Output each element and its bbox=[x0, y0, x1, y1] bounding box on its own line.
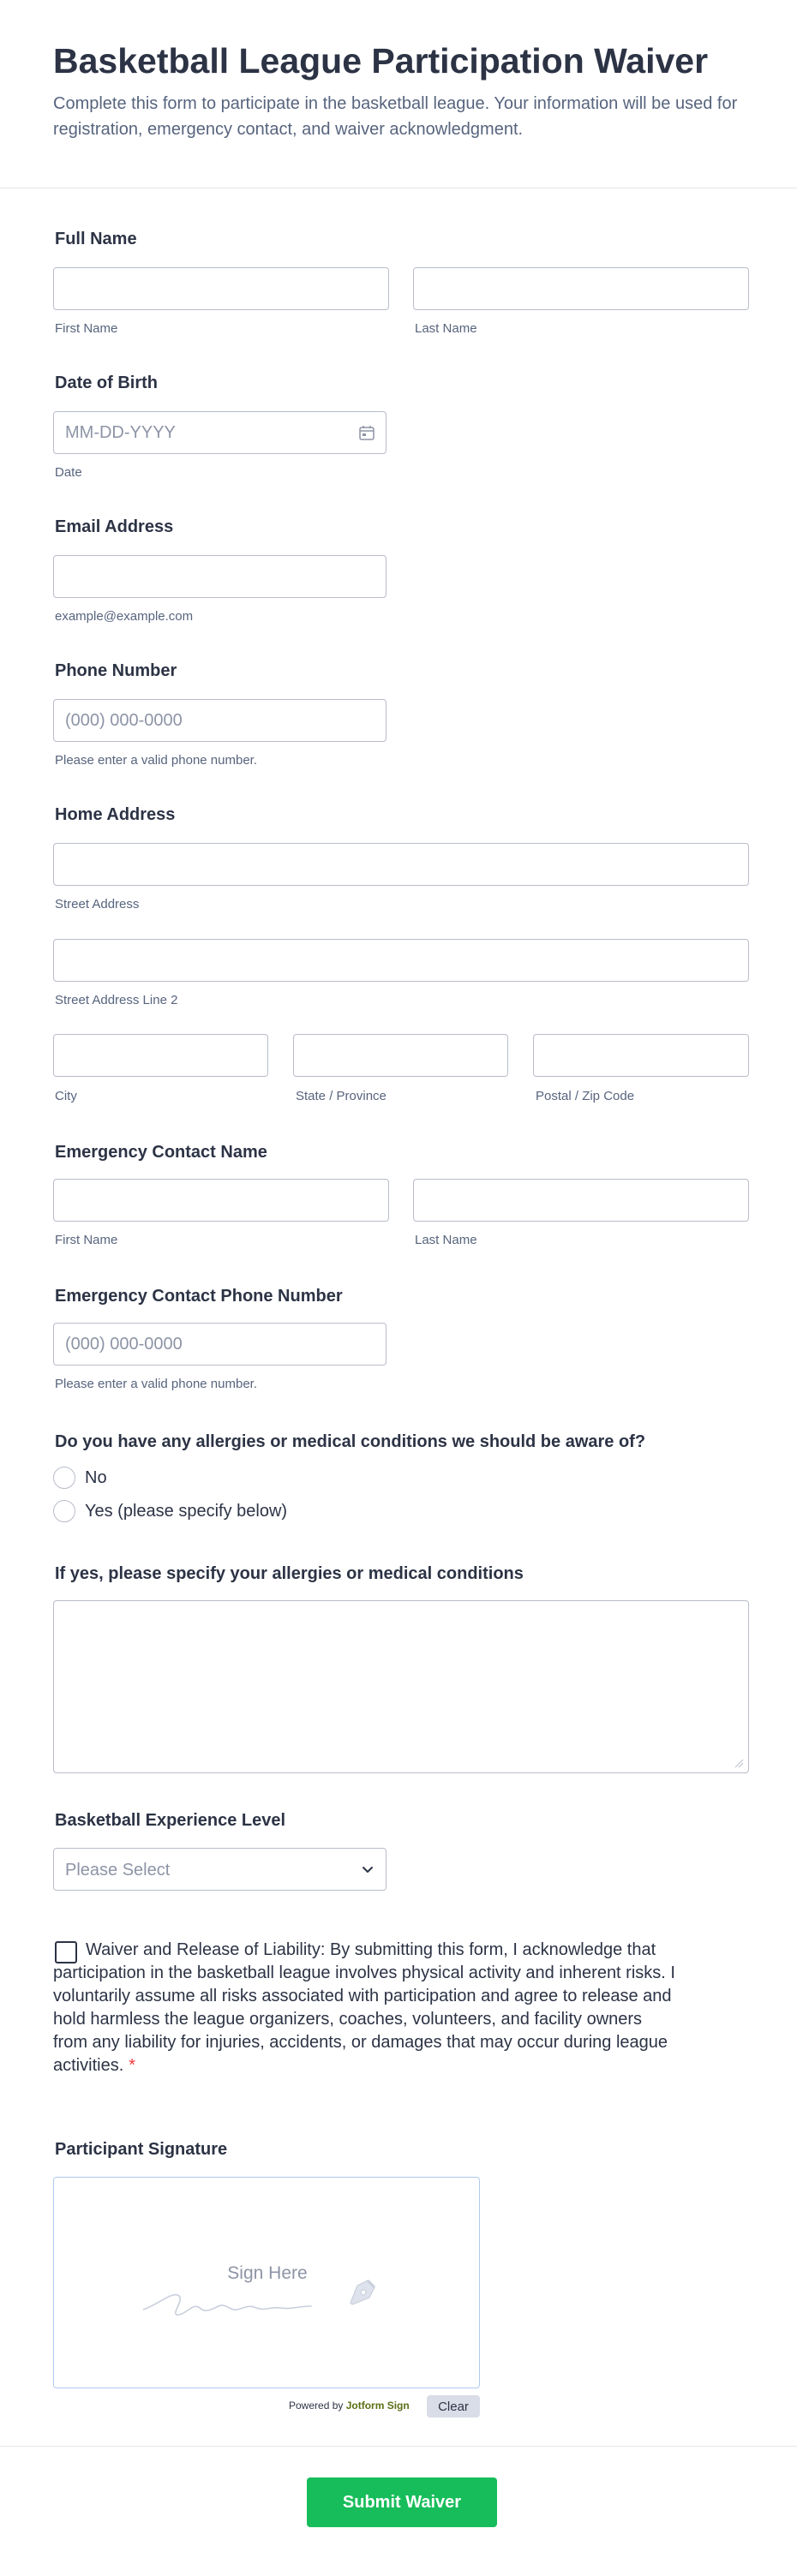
street-address-line2-input[interactable] bbox=[53, 939, 749, 982]
emergency-last-name-input[interactable] bbox=[413, 1179, 749, 1222]
date-sublabel: Date bbox=[55, 465, 82, 480]
footer-divider bbox=[0, 2446, 797, 2447]
street-address-input[interactable] bbox=[53, 843, 749, 886]
zip-sublabel: Postal / Zip Code bbox=[536, 1089, 635, 1103]
required-asterisk: * bbox=[129, 2056, 136, 2075]
first-name-sublabel: First Name bbox=[55, 321, 118, 336]
city-input[interactable] bbox=[53, 1034, 268, 1077]
allergies-detail-textarea[interactable] bbox=[53, 1600, 749, 1773]
date-of-birth-input[interactable] bbox=[53, 411, 387, 454]
phone-sublabel: Please enter a valid phone number. bbox=[55, 753, 257, 768]
clear-signature-button[interactable]: Clear bbox=[427, 2395, 480, 2418]
emergency-phone-input[interactable] bbox=[53, 1323, 387, 1366]
state-sublabel: State / Province bbox=[296, 1089, 387, 1103]
form-description: Complete this form to participate in the basketball league. Your information will be used for registration, emergency contact, and waiver acknowledgment. bbox=[53, 94, 738, 139]
allergies-option-yes[interactable] bbox=[53, 1498, 287, 1524]
emergency-last-name-sublabel: Last Name bbox=[415, 1233, 477, 1247]
email-sublabel: example@example.com bbox=[55, 609, 194, 624]
radio-yes-label: Yes (please specify below) bbox=[85, 1501, 288, 1521]
zip-input[interactable] bbox=[533, 1034, 749, 1077]
chevron-down-icon bbox=[360, 1862, 375, 1878]
waiver-text-body: Waiver and Release of Liability: By submitting this form, I acknowledge that participation in the basketball league involves physical activity and inherent risks. I voluntarily assume all risks associated with participation and agree to release and hold harmless the league organizers, coaches, volunteers, and facility owners from any liability for injuries, accidents, or damages that may occur during league activities. bbox=[53, 1940, 675, 2075]
radio-no-label: No bbox=[85, 1467, 107, 1487]
allergies-option-no[interactable] bbox=[53, 1465, 107, 1491]
email-label: Email Address bbox=[55, 517, 174, 536]
form-header bbox=[0, 0, 797, 188]
jotform-sign-brand: Jotform Sign bbox=[345, 2400, 410, 2412]
form-title: Basketball League Participation Waiver bbox=[53, 41, 709, 81]
powered-by-text bbox=[289, 2400, 410, 2412]
experience-selected-value: Please Select bbox=[65, 1861, 171, 1880]
pen-nib-icon bbox=[351, 2280, 375, 2304]
emergency-first-name-sublabel: First Name bbox=[55, 1233, 118, 1247]
last-name-input[interactable] bbox=[413, 267, 749, 310]
experience-select[interactable] bbox=[53, 1848, 387, 1891]
home-address-label: Home Address bbox=[55, 805, 176, 824]
emergency-phone-sublabel: Please enter a valid phone number. bbox=[55, 1377, 257, 1391]
experience-label: Basketball Experience Level bbox=[55, 1811, 286, 1830]
waiver-text bbox=[53, 1939, 679, 2077]
emergency-phone-label: Emergency Contact Phone Number bbox=[55, 1287, 343, 1306]
emergency-contact-name-label: Emergency Contact Name bbox=[55, 1143, 267, 1162]
calendar-icon[interactable] bbox=[358, 424, 375, 441]
radio-no[interactable] bbox=[53, 1467, 75, 1489]
allergies-detail-label: If yes, please specify your allergies or medical conditions bbox=[55, 1564, 524, 1583]
city-sublabel: City bbox=[55, 1089, 77, 1103]
signature-label: Participant Signature bbox=[55, 2140, 228, 2159]
full-name-label: Full Name bbox=[55, 230, 137, 248]
sign-here-placeholder: Sign Here bbox=[227, 2263, 308, 2283]
submit-waiver-button[interactable]: Submit Waiver bbox=[307, 2477, 497, 2527]
state-input[interactable] bbox=[293, 1034, 508, 1077]
street-address-line2-sublabel: Street Address Line 2 bbox=[55, 993, 178, 1007]
resize-grip-icon[interactable] bbox=[734, 1758, 744, 1768]
signature-pad[interactable] bbox=[53, 2177, 480, 2388]
email-input[interactable] bbox=[53, 555, 387, 598]
radio-yes[interactable] bbox=[53, 1500, 75, 1522]
emergency-first-name-input[interactable] bbox=[53, 1179, 389, 1222]
last-name-sublabel: Last Name bbox=[415, 321, 477, 336]
phone-label: Phone Number bbox=[55, 661, 177, 680]
street-address-sublabel: Street Address bbox=[55, 897, 140, 911]
powered-by-prefix: Powered by bbox=[289, 2400, 344, 2412]
first-name-input[interactable] bbox=[53, 267, 389, 310]
date-of-birth-label: Date of Birth bbox=[55, 374, 158, 392]
phone-input[interactable] bbox=[53, 699, 387, 742]
allergies-question-label: Do you have any allergies or medical conditions we should be aware of? bbox=[55, 1432, 646, 1451]
